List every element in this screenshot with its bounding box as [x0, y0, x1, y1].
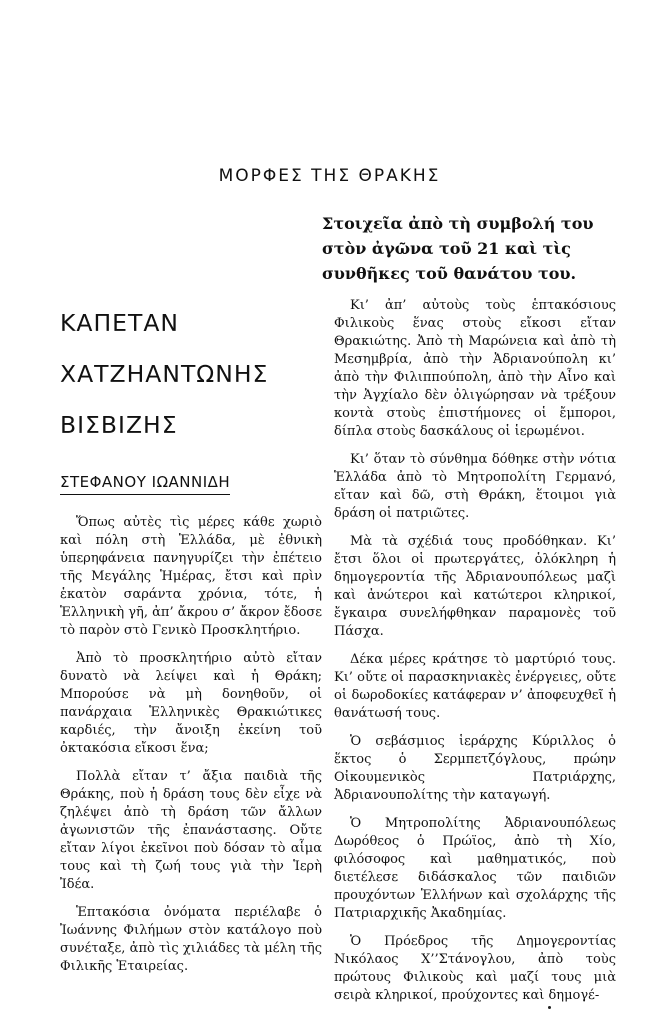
- paragraph: Δέκα μέρες κράτησε τὸ μαρτύριό τους. Κι’ οὔτε οἱ παρασκηνιακὲς ἐνέργειες, οὔτε οἱ δωροδοκίες κατάφεραν ν’ ἀποφευχθεῖ ἡ θανάτωσή τους.: [334, 652, 616, 721]
- paragraph: Πολλὰ εἴταν τ’ ἄξια παιδιὰ τῆς Θράκης, ποὺ ἡ δράση τους δὲν εἶχε νὰ ζηλέψει ἀπὸ τὴ δράση τῶν ἄλλων ἀγωνιστῶν τῆς ἐπανάστασης. Οὔτε εἴταν λίγοι ἐκεῖνοι ποὺ δόσαν τὸ αἷμα τους καὶ τὴ ζωή τους γιὰ τὴν Ἱερὴ Ἰδέα.: [60, 769, 322, 892]
- series-header: ΜΟΡΦΕΣ ΤΗΣ ΘΡΑΚΗΣ: [218, 166, 441, 186]
- title-line: ΒΙΣΒΙΖΗΣ: [60, 411, 178, 439]
- article-title: [60, 298, 310, 451]
- paragraph: Κι’ ἀπ’ αὐτοὺς τοὺς ἑπτακόσιους Φιλικοὺς ἕνας στοὺς εἴκοσι εἴταν Θρακιώτης. Ἀπὸ τὴ Μαρώνεια καὶ ἀπὸ τὴ Μεσημβρία, ἀπὸ τὴν Ἀδριανούπολη κι’ ἀπὸ τὴν Φιλιππούπολη, ἀπὸ τὴν Αἶνο καὶ τὴν Ἀγχίαλο δὲν ὀλιγώρησαν νὰ τρέξουν κοντὰ στοὺς ἐπιστήμονες οἱ ἔμποροι, δίπλα στοὺς δασκάλους οἱ ἱερωμένοι.: [334, 298, 616, 439]
- paragraph: Ὁ Πρόεδρος τῆς Δημογεροντίας Νικόλαος Χ’’Στάνογλου, ἀπὸ τοὺς πρώτους Φιλικοὺς καὶ μαζί τους μιὰ σειρὰ κληρικοί, προύχοντες καὶ δημογέ-: [334, 934, 616, 1003]
- author-name: ΣΤΕΦΑΝΟΥ ΙΩΑΝΝΙΔΗ: [60, 473, 230, 495]
- speck-mark: [548, 1006, 551, 1009]
- title-line: ΧΑΤΖΗΑΝΤΩΝΗΣ: [60, 360, 269, 388]
- paragraph: Ὁ σεβάσμιος ἱεράρχης Κύριλλος ὁ ἕκτος ὁ Σερμπετζόγλους, πρώην Οἰκουμενικὸς Πατριάρχης, Ἀδριανουπολίτης τὴν καταγωγή.: [334, 734, 616, 803]
- paragraph: Κι’ ὅταν τὸ σύνθημα δόθηκε στὴν νότια Ἑλλάδα ἀπὸ τὸ Μητροπολίτη Γερμανό, εἴταν καὶ δῶ, στὴ Θράκη, ἕτοιμοι γιὰ δράση οἱ πατριῶτες.: [334, 452, 616, 521]
- paragraph: Ἑπτακόσια ὀνόματα περιέλαβε ὁ Ἰωάννης Φιλήμων στὸν κατάλογο ποὺ συνέταξε, ἀπὸ τὶς χιλιάδες τὰ μέλη τῆς Φιλικῆς Ἑταιρείας.: [60, 905, 322, 974]
- title-line: ΚΑΠΕΤΑΝ: [60, 309, 180, 337]
- paragraph: Μὰ τὰ σχέδιά τους προδόθηκαν. Κι’ ἔτσι ὅλοι οἱ πρωτεργάτες, ὁλόκληρη ἡ δημογεροντία τῆς Ἀδριανουπόλεως μαζὶ καὶ ἀνώτεροι καὶ κατώτεροι κληρικοί, ἔγκαιρα συνελήφθηκαν παραμονὲς τοῦ Πάσχα.: [334, 534, 616, 639]
- paragraph: Ἀπὸ τὸ προσκλητήριο αὐτὸ εἴταν δυνατὸ νὰ λείψει καὶ ἡ Θράκη; Μπορούσε νὰ μὴ δονηθοῦν, οἱ πανάρχαια Ἑλληνικὲς Θρακιώτικες καρδιές, τὴν ἄνοιξη ἐκείνη τοῦ ὀκτακόσια εἴκοσι ἕνα;: [60, 651, 322, 756]
- paragraph: Ὅπως αὐτὲς τὶς μέρες κάθε χωριὸ καὶ πόλη στὴ Ἑλλάδα, μὲ ἐθνικὴ ὑπερηφάνεια πανηγυρίζει τὴν ἐπέτειο τῆς Μεγάλης Ἡμέρας, ἔτσι καὶ πρὶν ἑκατὸν σαράντα χρόνια, τότε, ἡ Ἑλληνικὴ γῆ, ἀπ’ ἄκρου σ’ ἄκρον ἔδοσε τὸ παρὸν στὸ Γενικὸ Προσκλητήριο.: [60, 515, 322, 638]
- article-subtitle: Στοιχεῖα ἀπὸ τὴ συμβολή του στὸν ἀγῶνα τοῦ 21 καὶ τὶς συνθῆκες τοῦ θανάτου του.: [322, 214, 594, 283]
- paragraph: Ὁ Μητροπολίτης Ἀδριανουπόλεως Δωρόθεος ὁ Πρώϊος, ἀπὸ τὴ Χίο, φιλόσοφος καὶ μαθηματικός, ποὺ διετέλεσε διδάσκαλος τῶν παιδιῶν προυχόντων Ἑλλήνων καὶ σχολάρχης τῆς Πατριαρχικῆς Ἀκαδημίας.: [334, 816, 616, 921]
- left-column: [60, 514, 322, 986]
- right-column: [334, 297, 616, 1015]
